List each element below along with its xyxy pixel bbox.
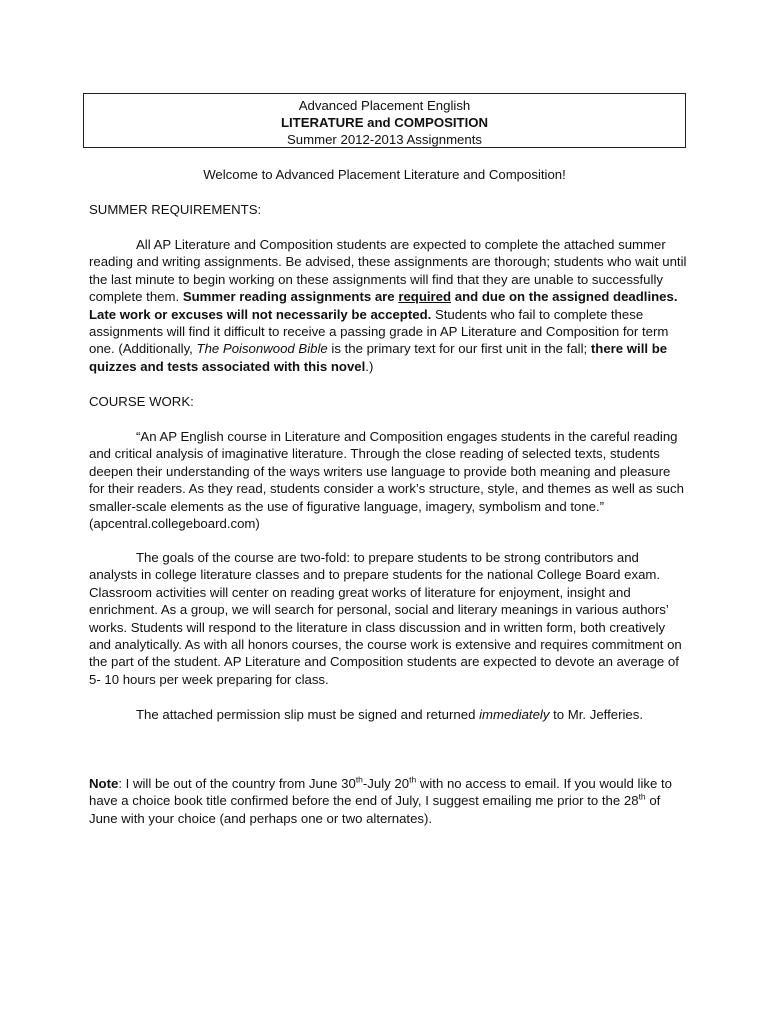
note-sup-3: th xyxy=(638,792,646,803)
summer-heading: SUMMER REQUIREMENTS: xyxy=(89,202,262,217)
slip-text-immediately: immediately xyxy=(479,707,550,722)
note-sup-1: th xyxy=(355,774,363,785)
note-text-c: with no access to email. If you would like to have a choice book title confirmed before the end of July, I suggest emailing me prior to the 28 xyxy=(89,776,672,809)
course-goals-text: The goals of the course are two-fold: to prepare students to be strong contributors and analysts in college literature classes and to prepare students for the national College Board exam. Classroom activities will center on reading great works of literature for enjoyment, insight and enrichment. As a group, we will search for personal, social and literary meanings in various authors’ works. Students will respond to the literature in class discussion and in written form, both creatively and analytically. As with all honors courses, the course work is extensive and requires commitment on the part of the student. AP Literature and Composition students are expected to devote an average of 5- 10 hours per week preparing for class. xyxy=(89,550,682,687)
course-quote xyxy=(89,428,689,532)
permission-slip-line xyxy=(89,706,689,723)
summer-text-fail: Students who fail to complete these assignments will find it difficult to receive a passing grade in AP Literature and Composition for term one. (Additionally, xyxy=(89,306,669,357)
slip-text-c: to Mr. Jefferies. xyxy=(549,707,644,722)
book-title: The Poisonwood Bible xyxy=(196,341,328,357)
summer-text-required: required xyxy=(398,289,452,305)
course-quote-text: “An AP English course in Literature and Composition engages students in the careful reading and critical analysis of imaginative literature. Through the close reading of selected texts, students deepen their understanding of the ways writers use language to provide both meaning and pleasure for their readers. As they read, students consider a work’s structure, style, and themes as well as such smaller-scale elements as the use of figurative language, imagery, symbolism and tone.” (apcentral.collegeboard.com) xyxy=(89,429,684,532)
title-box xyxy=(83,93,686,148)
note-text-a: : I will be out of the country from June 30 xyxy=(118,776,356,791)
note-paragraph xyxy=(89,775,689,827)
summer-text-end: .) xyxy=(365,358,374,374)
note-label: Note xyxy=(89,776,119,791)
summer-text-primary: is the primary text for our first unit in the fall; xyxy=(327,341,591,357)
welcome-line: Welcome to Advanced Placement Literature and Composition! xyxy=(203,167,566,182)
course-heading: COURSE WORK: xyxy=(89,394,194,409)
summer-text-intro: All AP Literature and Composition students are expected to complete the attached summer reading and writing assignments. Be advised, these assignments are thorough; students who wait until the last minute to begin working on these assignments will find that they are unable to successfully complete them. xyxy=(89,237,687,305)
note-sup-2: th xyxy=(409,774,417,785)
summer-text-deadline: and due on the assigned deadlines. Late work or excuses will not necessarily be accepted. xyxy=(89,289,678,322)
course-goals xyxy=(89,549,689,688)
course-title: Advanced Placement English xyxy=(298,98,471,113)
summer-text-bold: Summer reading assignments are xyxy=(182,289,399,305)
summer-text-quizzes: there will be quizzes and tests associated with this novel xyxy=(89,341,668,374)
course-subtitle: LITERATURE and COMPOSITION xyxy=(280,115,489,130)
slip-text-a: The attached permission slip must be signed and returned xyxy=(136,707,480,722)
note-text-d: of June with your choice (and perhaps one or two alternates). xyxy=(89,793,661,826)
note-text-b: -July 20 xyxy=(362,776,410,791)
summer-paragraph xyxy=(89,236,689,375)
assignment-term: Summer 2012-2013 Assignments xyxy=(287,132,482,147)
